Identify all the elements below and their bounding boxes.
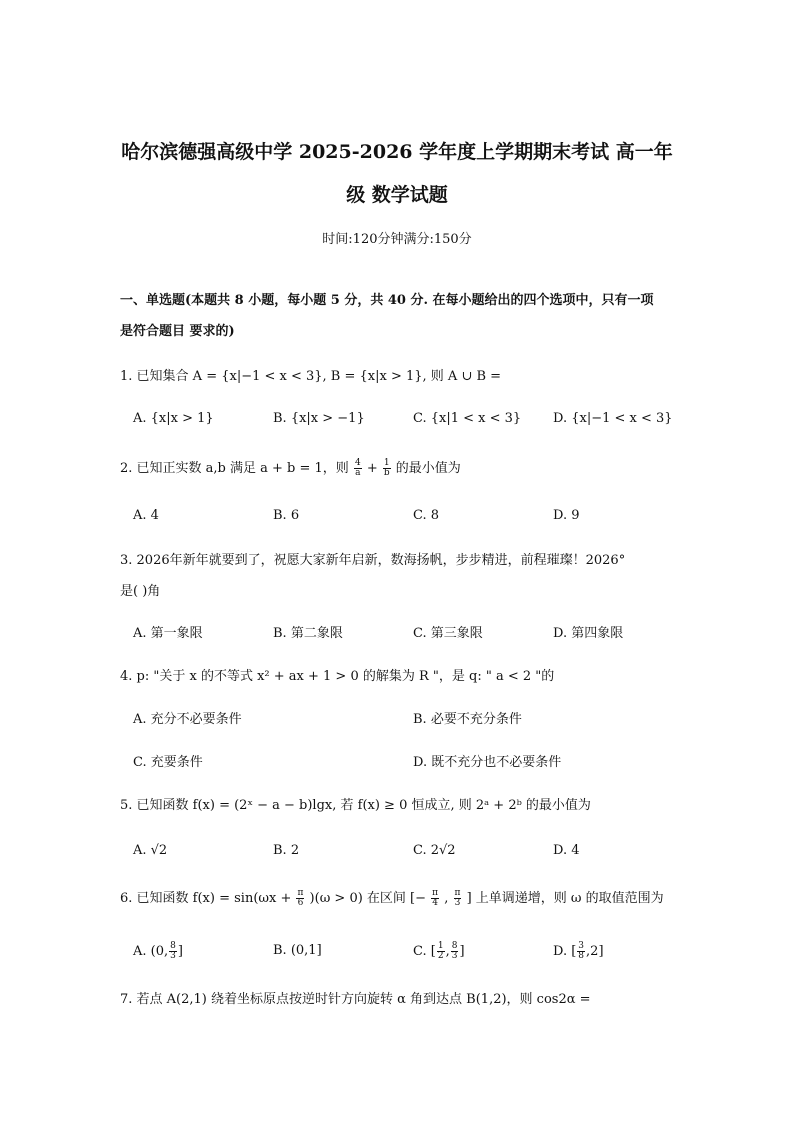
option-prefix: C. [ bbox=[413, 944, 436, 959]
section-heading-line1: 一、单选题(本题共 8 小题，每小题 5 分，共 40 分. 在每小题给出的四个选项中，只有一项 bbox=[120, 293, 654, 308]
fraction-numerator: 4 bbox=[354, 458, 361, 468]
question-2-stem-suffix: 的最小值为 bbox=[395, 461, 461, 476]
question-1-stem: 1. 已知集合 A = {x|−1 < x < 3}, B = {x|x > 1}, 则 A ∪ B = bbox=[120, 369, 502, 384]
question-2-option-a: A. 4 bbox=[133, 508, 159, 523]
question-6-comma: , bbox=[444, 891, 449, 906]
fraction-denominator: 8 bbox=[578, 951, 585, 961]
question-3-option-a: A. 第一象限 bbox=[133, 626, 203, 641]
option-separator: , bbox=[445, 944, 450, 959]
fraction-numerator: 8 bbox=[170, 941, 176, 951]
option-suffix: ] bbox=[177, 944, 183, 959]
question-2-stem bbox=[120, 459, 461, 478]
question-4-option-a: A. 充分不必要条件 bbox=[133, 712, 242, 727]
question-2-option-d: D. 9 bbox=[553, 508, 580, 523]
exam-title-line2: 级 数学试题 bbox=[346, 184, 448, 206]
question-5-option-a: A. √2 bbox=[133, 843, 168, 858]
option-text: B. (0,1] bbox=[273, 943, 322, 958]
fraction-numerator: π bbox=[454, 888, 461, 898]
fraction-denominator: 2 bbox=[437, 951, 444, 961]
question-2-option-c: C. 8 bbox=[413, 508, 440, 523]
question-2-option-b: B. 6 bbox=[273, 508, 300, 523]
question-3-stem-line2: 是( )角 bbox=[120, 584, 161, 599]
question-3-option-b: B. 第二象限 bbox=[273, 626, 343, 641]
question-6-interval-left bbox=[431, 889, 439, 908]
option-fraction bbox=[577, 942, 585, 961]
fraction-denominator: 3 bbox=[451, 951, 458, 961]
fraction-denominator: 6 bbox=[297, 898, 304, 908]
fraction-denominator: 4 bbox=[432, 898, 438, 908]
question-4-option-d: D. 既不充分也不必要条件 bbox=[413, 755, 562, 770]
question-2-fraction-1 bbox=[354, 459, 362, 478]
option-fraction-1 bbox=[437, 942, 445, 961]
question-1-option-a: A. {x|x > 1} bbox=[133, 411, 214, 426]
fraction-numerator: 8 bbox=[451, 941, 458, 951]
question-6-stem-prefix: 6. 已知函数 f(x) = sin(ωx + bbox=[120, 891, 292, 906]
section-heading-line2: 是符合题目 要求的) bbox=[120, 324, 235, 339]
question-2-stem-prefix: 2. 已知正实数 a,b 满足 a + b = 1，则 bbox=[120, 461, 349, 476]
question-5-option-d: D. 4 bbox=[553, 843, 580, 858]
question-6-stem-suffix: ] 上单调递增，则 ω 的取值范围为 bbox=[466, 891, 664, 906]
question-5-option-b: B. 2 bbox=[273, 843, 300, 858]
question-2-fraction-2 bbox=[383, 459, 391, 478]
question-6-option-a bbox=[133, 942, 183, 961]
question-6-stem bbox=[120, 889, 664, 908]
question-5-stem: 5. 已知函数 f(x) = (2ˣ − a − b)lgx, 若 f(x) ≥ 0 恒成立, 则 2ᵃ + 2ᵇ 的最小值为 bbox=[120, 798, 591, 813]
question-4-stem: 4. p: "关于 x 的不等式 x² + ax + 1 > 0 的解集为 R "，是 q: " a < 2 "的 bbox=[120, 669, 555, 684]
question-3-option-c: C. 第三象限 bbox=[413, 626, 483, 641]
option-fraction bbox=[169, 942, 177, 961]
question-6-interval-right bbox=[454, 889, 462, 908]
question-1-option-b: B. {x|x > −1} bbox=[273, 411, 365, 426]
question-6-fraction bbox=[296, 889, 304, 908]
fraction-numerator: 1 bbox=[437, 941, 444, 951]
question-7-stem: 7. 若点 A(2,1) 绕着坐标原点按逆时针方向旋转 α 角到达点 B(1,2)，则 cos2α = bbox=[120, 992, 591, 1007]
exam-title-line1: 哈尔滨德强高级中学 2025-2026 学年度上学期期末考试 高一年 bbox=[121, 141, 673, 163]
question-1-option-d: D. {x|−1 < x < 3} bbox=[553, 411, 673, 426]
question-5-option-c: C. 2√2 bbox=[413, 843, 456, 858]
question-4-option-c: C. 充要条件 bbox=[133, 755, 203, 770]
question-3-option-d: D. 第四象限 bbox=[553, 626, 624, 641]
question-1-option-c: C. {x|1 < x < 3} bbox=[413, 411, 522, 426]
option-suffix: ] bbox=[598, 944, 604, 959]
fraction-denominator: b bbox=[383, 468, 390, 478]
option-fraction-2 bbox=[451, 942, 459, 961]
option-prefix: D. [ bbox=[553, 944, 577, 959]
option-prefix: A. (0, bbox=[133, 944, 169, 959]
question-6-option-b bbox=[273, 942, 322, 960]
question-4-option-b: B. 必要不充分条件 bbox=[413, 712, 522, 727]
fraction-numerator: 1 bbox=[383, 458, 390, 468]
fraction-denominator: a bbox=[355, 468, 361, 478]
question-3-stem-line1: 3. 2026年新年就要到了，祝愿大家新年启新，数海扬帆，步步精进，前程璀璨！2026° bbox=[120, 553, 626, 568]
question-6-stem-mid: )(ω > 0) 在区间 [− bbox=[309, 891, 427, 906]
fraction-numerator: 3 bbox=[578, 941, 585, 951]
exam-meta: 时间:120分钟满分:150分 bbox=[322, 232, 472, 247]
fraction-denominator: 3 bbox=[454, 898, 461, 908]
fraction-numerator: π bbox=[432, 888, 439, 898]
question-6-option-d bbox=[553, 942, 604, 961]
fraction-numerator: π bbox=[297, 888, 304, 898]
option-suffix: ] bbox=[459, 944, 465, 959]
fraction-denominator: 3 bbox=[170, 951, 176, 961]
question-2-plus: + bbox=[366, 461, 378, 476]
question-6-option-c bbox=[413, 942, 465, 961]
option-separator: ,2 bbox=[586, 944, 599, 959]
